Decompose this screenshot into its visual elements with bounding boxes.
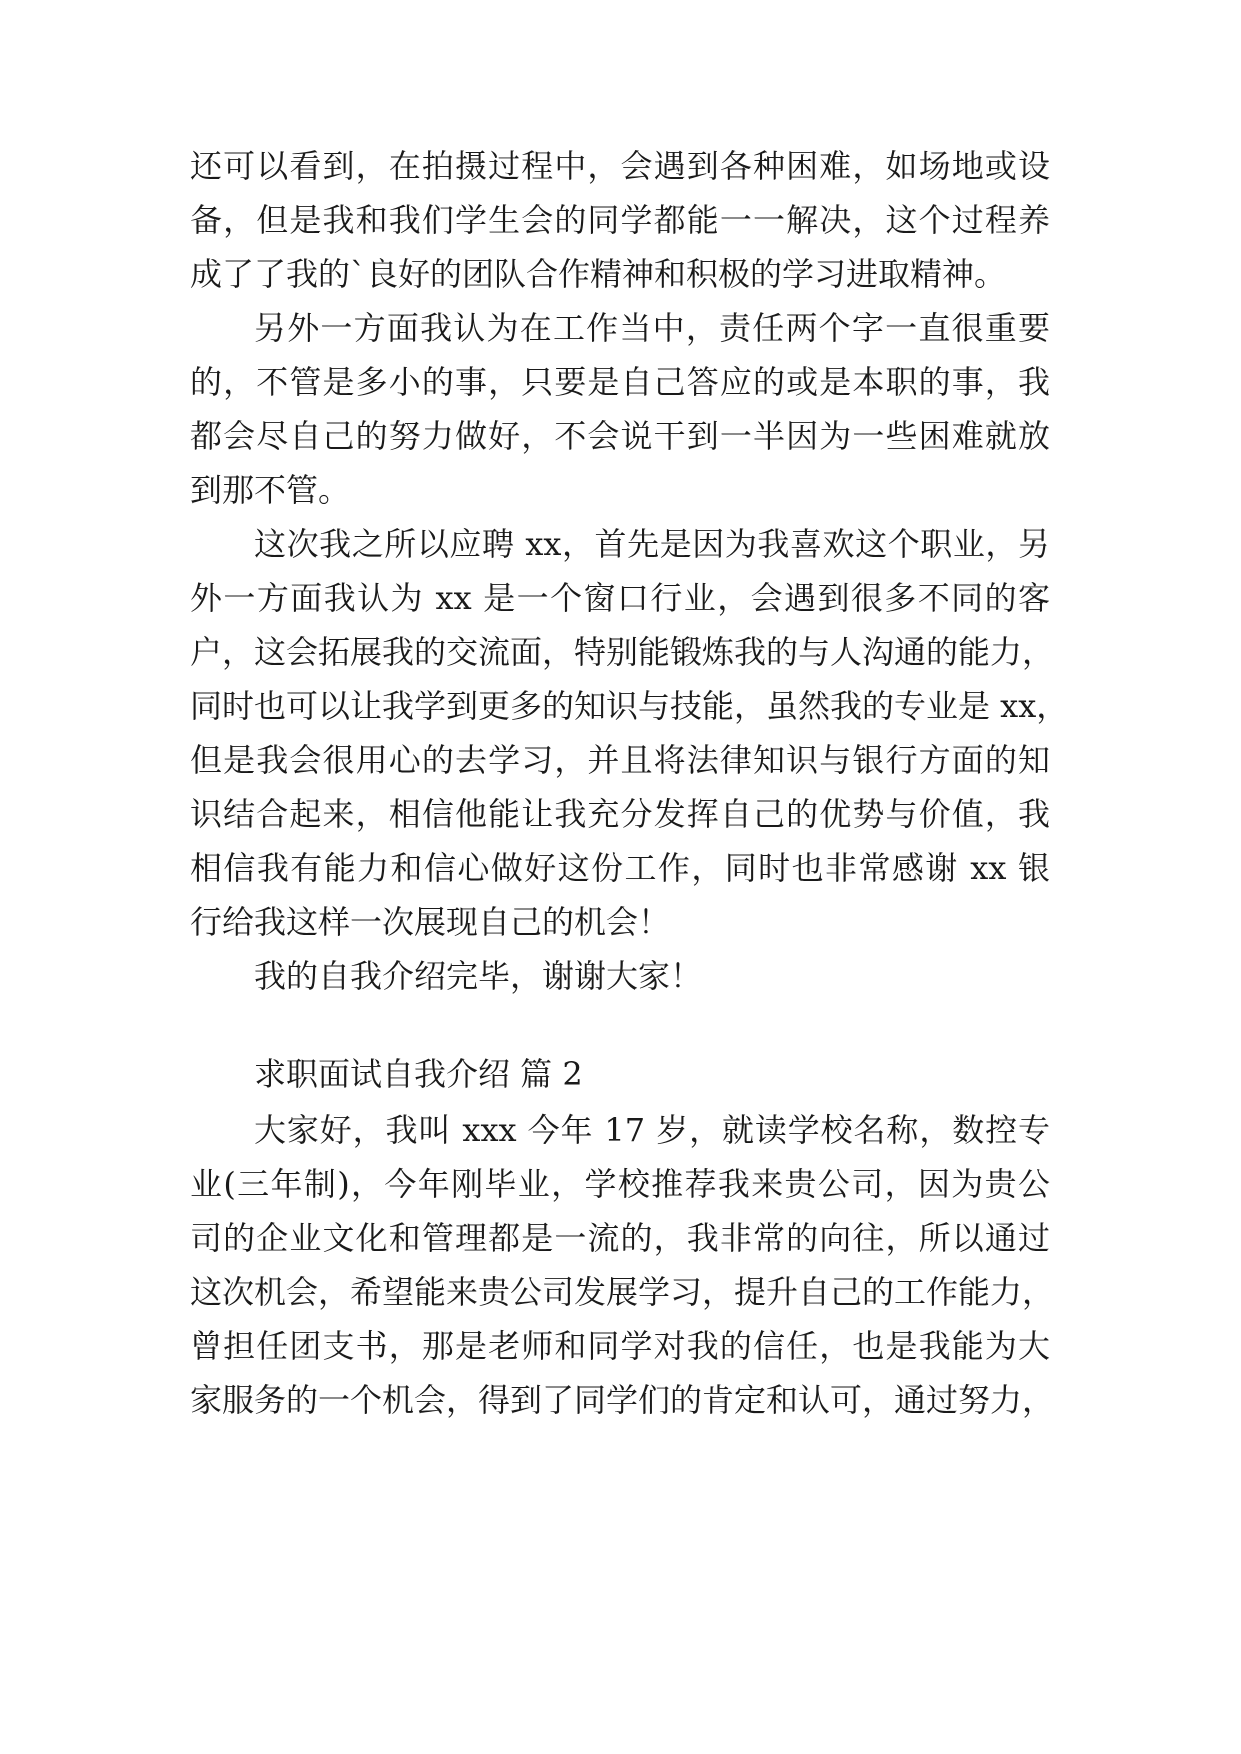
- paragraph-5-line-2: 业(三年制)，今年刚毕业，学校推荐我来贵公司，因为贵公: [190, 1165, 1050, 1203]
- paragraph-2-line-4: 到那不管。: [190, 471, 351, 509]
- paragraph-5-line-5: 曾担任团支书，那是老师和同学对我的信任，也是我能为大: [190, 1327, 1050, 1365]
- paragraph-3-line-3: 户，这会拓展我的交流面，特别能锻炼我的与人沟通的能力，: [190, 633, 1055, 671]
- paragraph-3-line-7: 相信我有能力和信心做好这份工作，同时也非常感谢 xx 银: [190, 849, 1050, 887]
- paragraph-3-line-4: 同时也可以让我学到更多的知识与技能，虽然我的专业是 xx，: [190, 687, 1069, 725]
- paragraph-2-line-2: 的，不管是多小的事，只要是自己答应的或是本职的事，我: [190, 363, 1050, 401]
- paragraph-3-line-8: 行给我这样一次展现自己的机会！: [190, 903, 671, 941]
- paragraph-3-line-5: 但是我会很用心的去学习，并且将法律知识与银行方面的知: [190, 741, 1050, 779]
- paragraph-2-line-3: 都会尽自己的努力做好，不会说干到一半因为一些困难就放: [190, 417, 1050, 455]
- paragraph-2-line-1: 另外一方面我认为在工作当中，责任两个字一直很重要: [254, 309, 1050, 347]
- paragraph-5-line-3: 司的企业文化和管理都是一流的，我非常的向往，所以通过: [190, 1219, 1050, 1257]
- paragraph-3-line-6: 识结合起来，相信他能让我充分发挥自己的优势与价值，我: [190, 795, 1050, 833]
- paragraph-1-line-1: 还可以看到，在拍摄过程中，会遇到各种困难，如场地或设: [190, 147, 1050, 185]
- paragraph-3-line-1: 这次我之所以应聘 xx，首先是因为我喜欢这个职业，另: [254, 525, 1050, 563]
- paragraph-4-line-1: 我的自我介绍完毕，谢谢大家！: [254, 957, 703, 995]
- paragraph-1-line-3: 成了了我的`良好的团队合作精神和积极的学习进取精神。: [190, 255, 1007, 293]
- paragraph-5-line-1: 大家好，我叫 xxx 今年 17 岁，就读学校名称，数控专: [254, 1111, 1050, 1149]
- section-heading: 求职面试自我介绍 篇 2: [254, 1055, 583, 1093]
- paragraph-5-line-6: 家服务的一个机会，得到了同学们的肯定和认可，通过努力，: [190, 1381, 1055, 1419]
- paragraph-5-line-4: 这次机会，希望能来贵公司发展学习，提升自己的工作能力，: [190, 1273, 1055, 1311]
- paragraph-1-line-2: 备，但是我和我们学生会的同学都能一一解决，这个过程养: [190, 201, 1050, 239]
- paragraph-3-line-2: 外一方面我认为 xx 是一个窗口行业，会遇到很多不同的客: [190, 579, 1050, 617]
